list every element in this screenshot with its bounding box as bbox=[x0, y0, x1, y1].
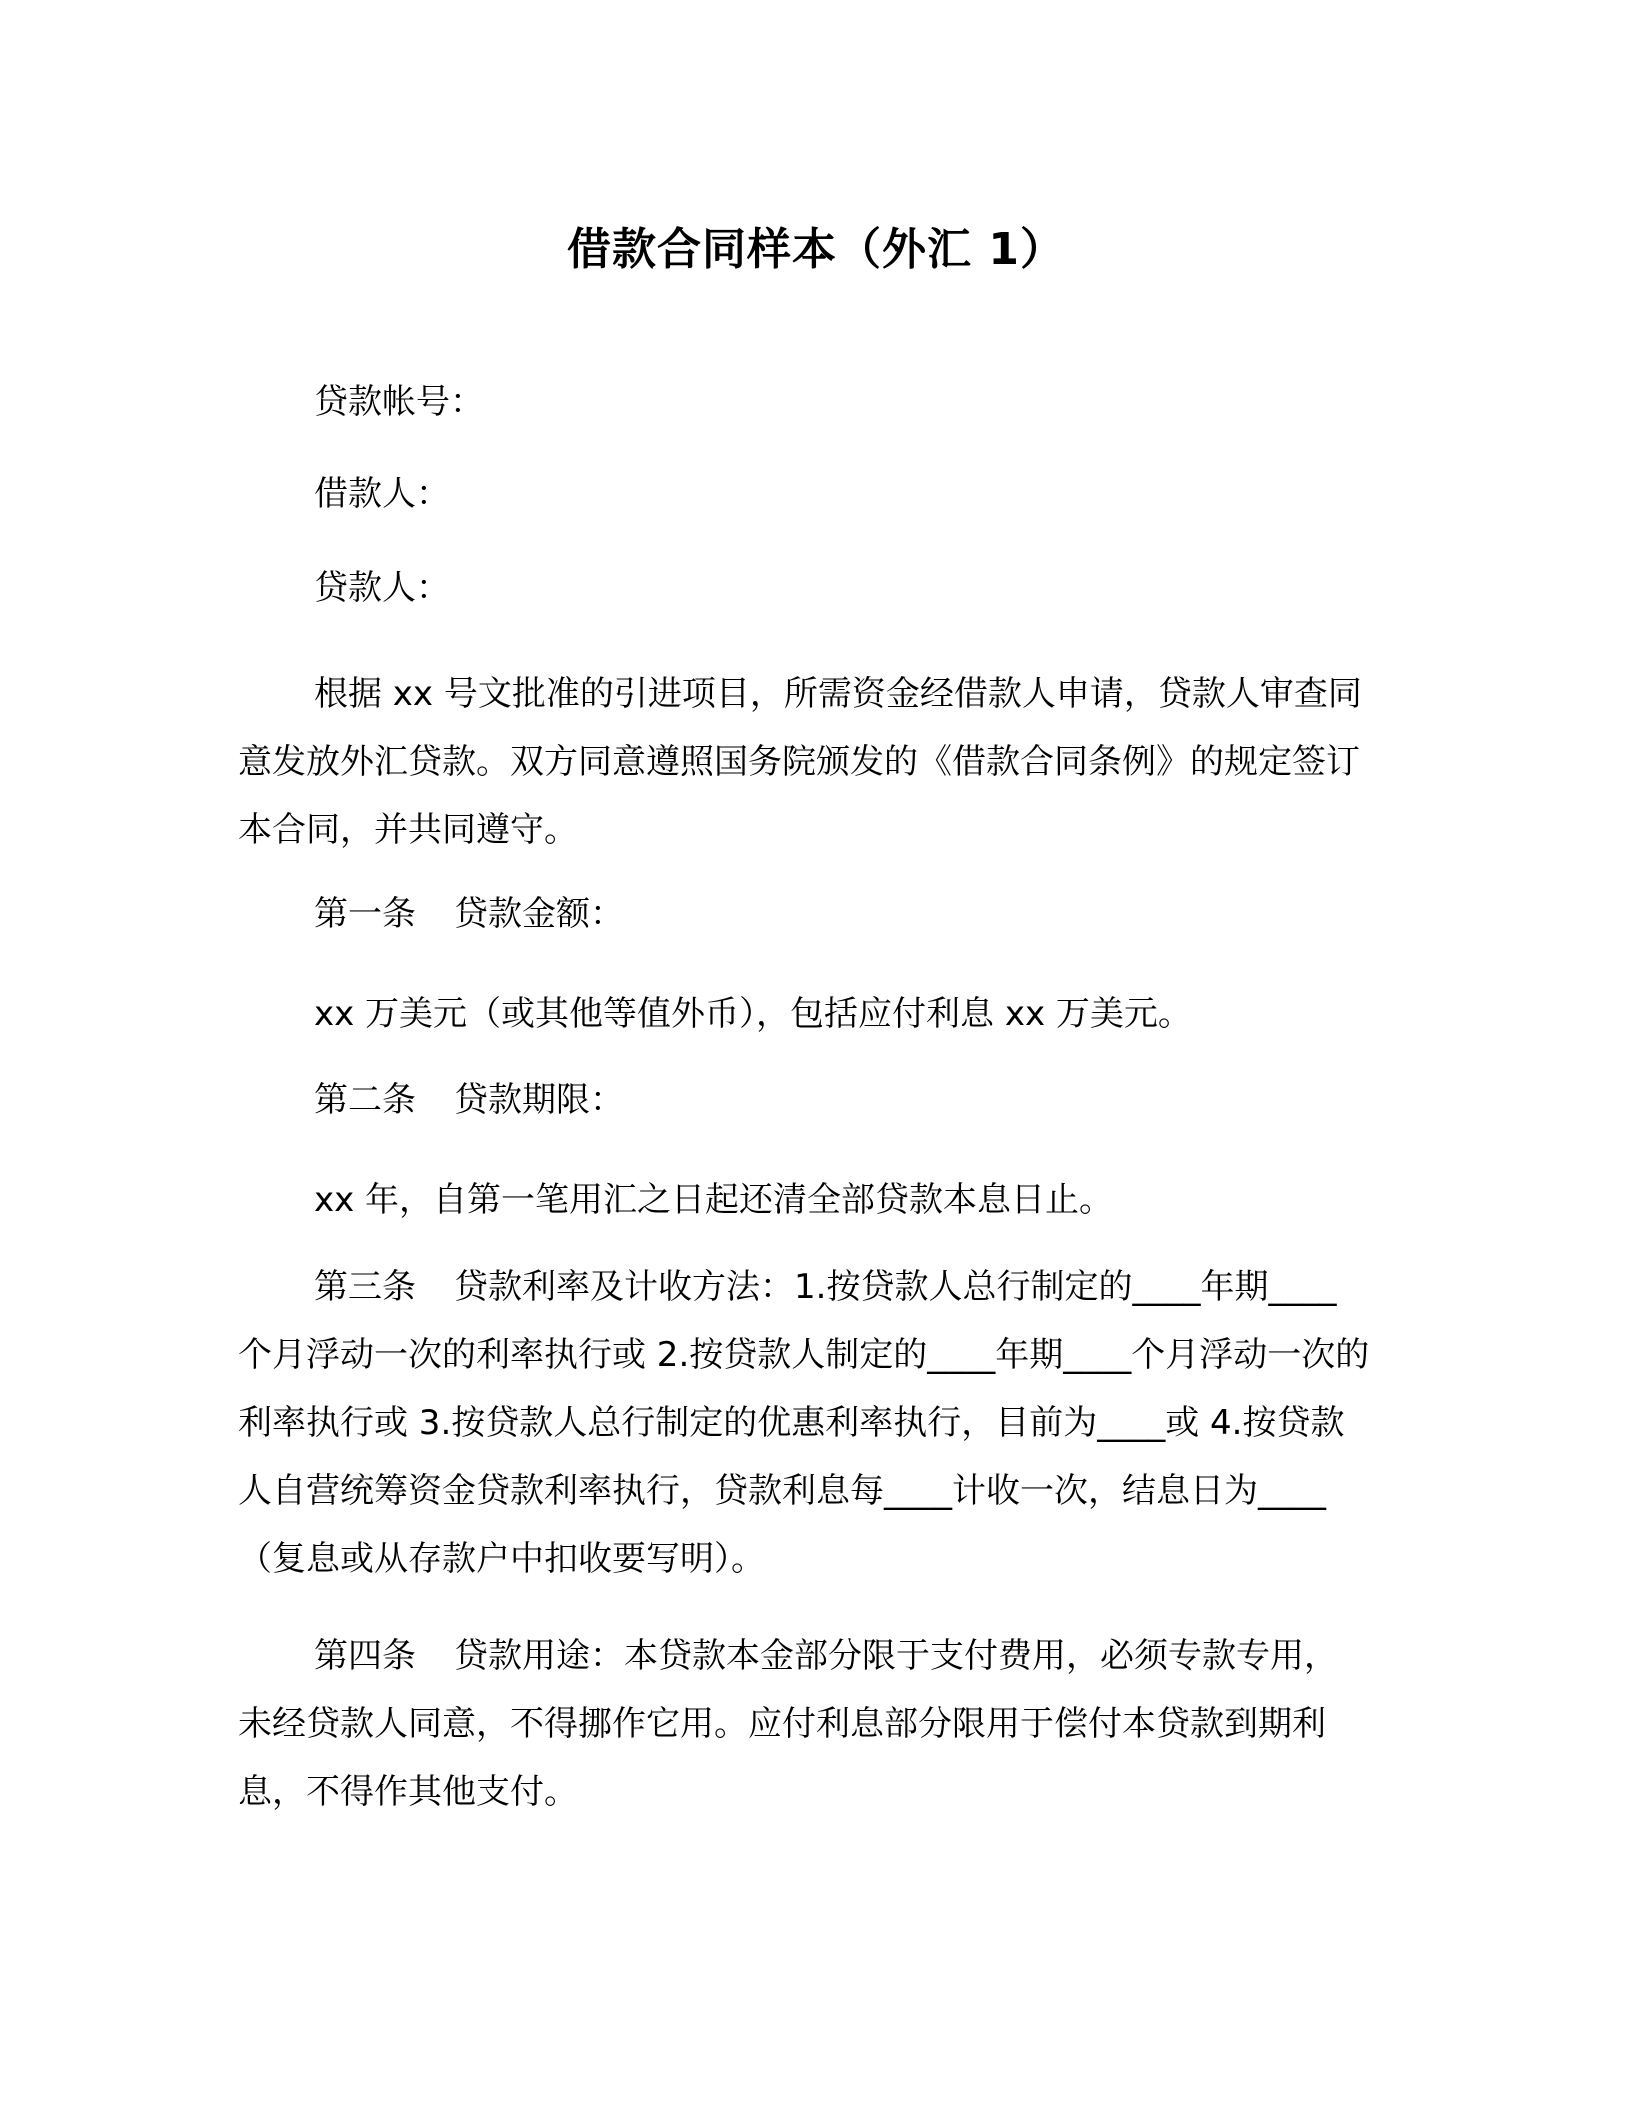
article-1-heading bbox=[238, 880, 1370, 948]
article-3-paragraph bbox=[238, 1253, 1370, 1593]
article-1-title: 贷款金额： bbox=[454, 894, 624, 934]
field-account: 贷款帐号： bbox=[314, 382, 484, 422]
field-lender: 贷款人： bbox=[314, 568, 450, 608]
article-4-text: 贷款用途：本贷款本金部分限于支付费用，必须专款专用，未经贷款人同意，不得挪作它用。应付利息部分限用于偿付本贷款到期利息，不得作其他支付。 bbox=[238, 1636, 1338, 1812]
article-2-heading bbox=[238, 1066, 1370, 1134]
field-borrower: 借款人： bbox=[314, 474, 450, 514]
article-2-number: 第二条 bbox=[314, 1080, 416, 1120]
preamble-paragraph: 根据 xx 号文批准的引进项目，所需资金经借款人申请，贷款人审查同意发放外汇贷款。双方同意遵照国务院颁发的《借款合同条例》的规定签订本合同，并共同遵守。 bbox=[238, 674, 1362, 850]
article-2-content: xx 年，自第一笔用汇之日起还清全部贷款本息日止。 bbox=[314, 1180, 1114, 1220]
article-4-number: 第四条 bbox=[314, 1636, 416, 1676]
article-2-title: 贷款期限： bbox=[454, 1080, 624, 1120]
document-title: 借款合同样本（外汇 1） bbox=[567, 224, 1065, 275]
article-3-text: 贷款利率及计收方法：1.按贷款人总行制定的____年期____个月浮动一次的利率执行或 2.按贷款人制定的____年期____个月浮动一次的利率执行或 3.按贷款人总行制定的优惠利率执行，目前为____或 4.按贷款人自营统筹资金贷款利率执行，贷款利息每____计收一次，结息日为____（复息或从存款户中扣收要写明）。 bbox=[238, 1267, 1370, 1579]
article-1-number: 第一条 bbox=[314, 894, 416, 934]
article-3-number: 第三条 bbox=[314, 1267, 416, 1307]
article-1-content: xx 万美元（或其他等值外币），包括应付利息 xx 万美元。 bbox=[314, 994, 1192, 1034]
article-4-paragraph bbox=[238, 1622, 1370, 1826]
